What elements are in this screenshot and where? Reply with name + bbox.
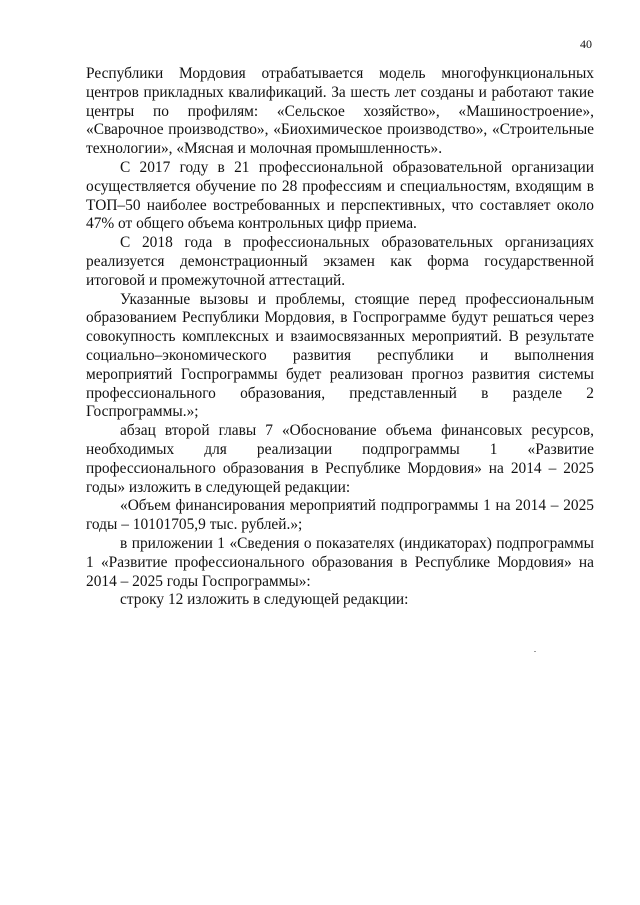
paragraph-2017-training: С 2017 году в 21 профессиональной образовательной организации осуществляется обучение по 28 профессиям и специальностям, входящим в ТОП–50 наиболее востребованных и перспективных, что составляет около 47% от общего объема контрольных цифр приема.	[86, 158, 594, 233]
paragraph-challenges: Указанные вызовы и проблемы, стоящие перед профессиональным образованием Республики Мордовия, в Госпрограмме будут решаться через совокупность комплексных и взаимосвязанных мероприятий. В результате социально–экономического развития республики и выполнения мероприятий Госпрограммы будет реализован прогноз развития системы профессионального образования, представленный в разделе 2 Госпрограммы.»;	[86, 290, 594, 421]
paragraph-row-12-amendment: строку 12 изложить в следующей редакции:	[120, 591, 409, 609]
paragraph-appendix-1-amendment: в приложении 1 «Сведения о показателях (индикаторах) подпрограммы 1 «Развитие профессионального образования в Республике Мордовия» на 2014 – 2025 годы Госпрограммы»:	[86, 534, 594, 590]
paragraph-chapter-7-amendment: абзац второй главы 7 «Обоснование объема финансовых ресурсов, необходимых для реализации подпрограммы 1 «Развитие профессионального образования в Республике Мордовия» на 2014 – 2025 годы» изложить в следующей редакции:	[86, 422, 594, 496]
paragraph-financing-quote: «Объем финансирования мероприятий подпрограммы 1 на 2014 – 2025 годы – 10101705,9 тыс. рублей.»;	[86, 497, 594, 534]
paragraph-2018-demo-exam: С 2018 года в профессиональных образовательных организациях реализуется демонстрационный экзамен как форма государственной итоговой и промежуточной аттестаций.	[86, 234, 594, 289]
document-body	[86, 65, 594, 610]
page-number: 40	[580, 37, 592, 51]
paragraph-mck-centers: Республики Мордовия отрабатывается модель многофункциональных центров прикладных квалификаций. За шесть лет созданы и работают такие центры по профилям: «Сельское хозяйство», «Машиностроение», «Сварочное производство», «Биохимическое производство», «Строительные технологии», «Мясная и молочная промышленность».	[86, 65, 594, 158]
scan-speck	[534, 651, 536, 652]
